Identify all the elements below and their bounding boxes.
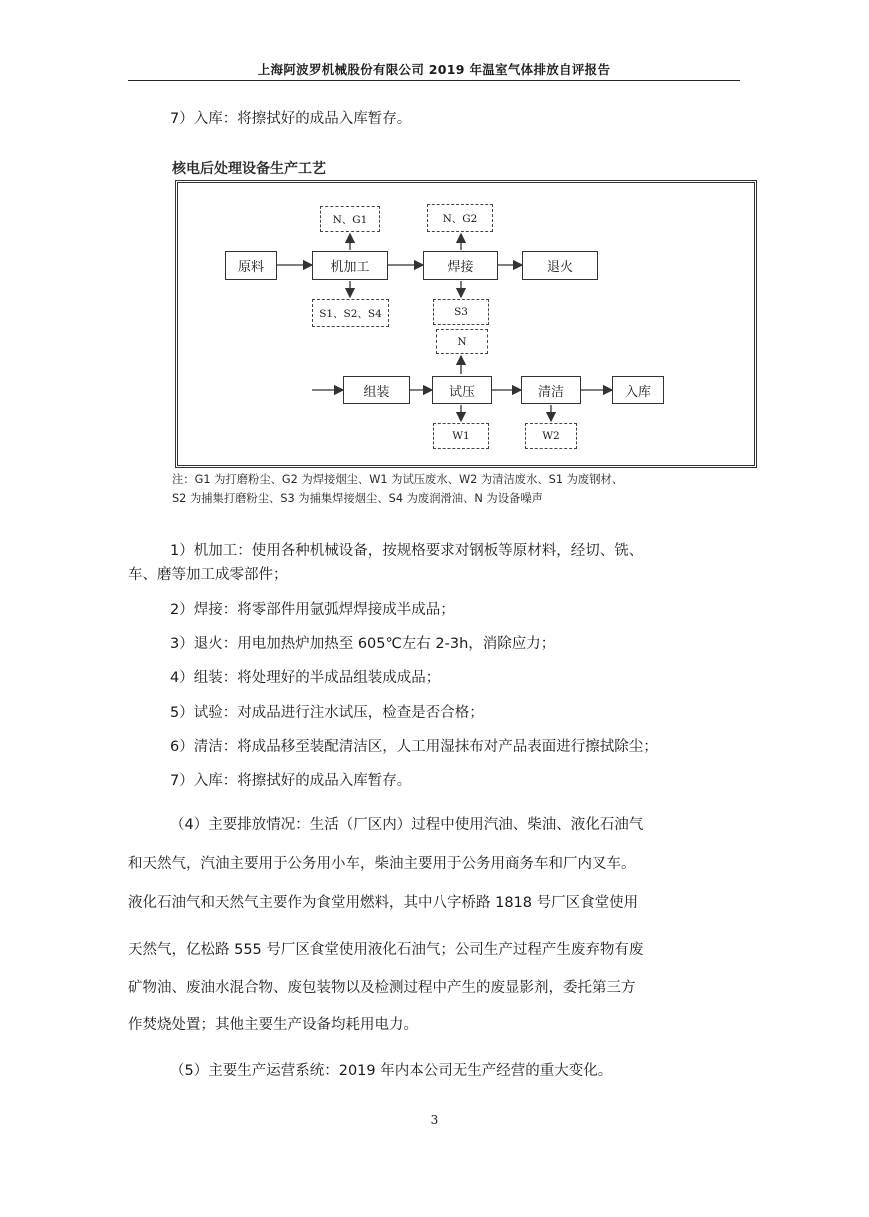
emission-cleaning-water: W2 bbox=[525, 423, 577, 449]
step-line: 车、磨等加工成零部件； bbox=[128, 567, 288, 583]
node-machining: 机加工 bbox=[312, 251, 388, 280]
node-annealing: 退火 bbox=[522, 251, 598, 280]
step-line: 4）组装：将处理好的半成品组装成成品； bbox=[170, 670, 441, 686]
node-welding: 焊接 bbox=[423, 251, 498, 280]
emission-machining-solid: S1、S2、S4 bbox=[312, 299, 389, 327]
intro-step-text: 7）入库：将擦拭好的成品入库暂存。 bbox=[170, 111, 412, 127]
node-raw-material: 原料 bbox=[225, 251, 277, 280]
section4-line: （4）主要排放情况：生活（厂区内）过程中使用汽油、柴油、液化石油气 bbox=[170, 817, 644, 833]
step-line: 7）入库：将擦拭好的成品入库暂存。 bbox=[170, 773, 412, 789]
node-assembly: 组装 bbox=[343, 376, 410, 404]
diagram-note-line1: 注：G1 为打磨粉尘、G2 为焊接烟尘、W1 为试压废水、W2 为清洁废水、S1 为废钢材、 bbox=[172, 473, 624, 486]
diagram-title: 核电后处理设备生产工艺 bbox=[172, 161, 326, 177]
step-line: 3）退火：用电加热炉加热至 605℃左右 2-3h，消除应力； bbox=[170, 636, 556, 652]
emission-machining-air: N、G1 bbox=[320, 206, 380, 232]
emission-welding-air: N、G2 bbox=[427, 204, 493, 232]
node-cleaning: 清洁 bbox=[521, 376, 581, 404]
node-pressure-test: 试压 bbox=[432, 376, 492, 404]
section4-line: 天然气，亿松路 555 号厂区食堂使用液化石油气；公司生产过程产生废弃物有废 bbox=[128, 942, 644, 958]
section4-line: 作焚烧处置；其他主要生产设备均耗用电力。 bbox=[128, 1017, 418, 1033]
step-line: 1）机加工：使用各种机械设备，按规格要求对钢板等原材料，经切、铣、 bbox=[170, 543, 644, 559]
section4-line: 液化石油气和天然气主要作为食堂用燃料，其中八字桥路 1818 号厂区食堂使用 bbox=[128, 895, 639, 911]
step-line: 6）清洁：将成品移至装配清洁区，人工用湿抹布对产品表面进行擦拭除尘； bbox=[170, 739, 658, 755]
diagram-note-line2: S2 为捕集打磨粉尘、S3 为捕集焊接烟尘、S4 为废润滑油、N 为设备噪声 bbox=[172, 492, 543, 505]
step-line: 2）焊接：将零部件用氩弧焊焊接成半成品； bbox=[170, 602, 455, 618]
emission-test-noise: N bbox=[436, 329, 488, 354]
page-number: 3 bbox=[430, 1113, 439, 1127]
section4-line: 矿物油、废油水混合物、废包装物以及检测过程中产生的废显影剂，委托第三方 bbox=[128, 980, 636, 996]
section4-line: 和天然气，汽油主要用于公务用小车，柴油主要用于公务用商务车和厂内叉车。 bbox=[128, 856, 636, 872]
node-storage: 入库 bbox=[612, 376, 664, 404]
step-line: 5）试验：对成品进行注水试压，检查是否合格； bbox=[170, 705, 484, 721]
emission-welding-solid: S3 bbox=[433, 299, 489, 325]
page-header: 上海阿波罗机械股份有限公司 2019 年温室气体排放自评报告 bbox=[257, 62, 611, 77]
section5-line: （5）主要生产运营系统：2019 年内本公司无生产经营的重大变化。 bbox=[170, 1063, 613, 1079]
emission-test-water: W1 bbox=[433, 423, 489, 449]
